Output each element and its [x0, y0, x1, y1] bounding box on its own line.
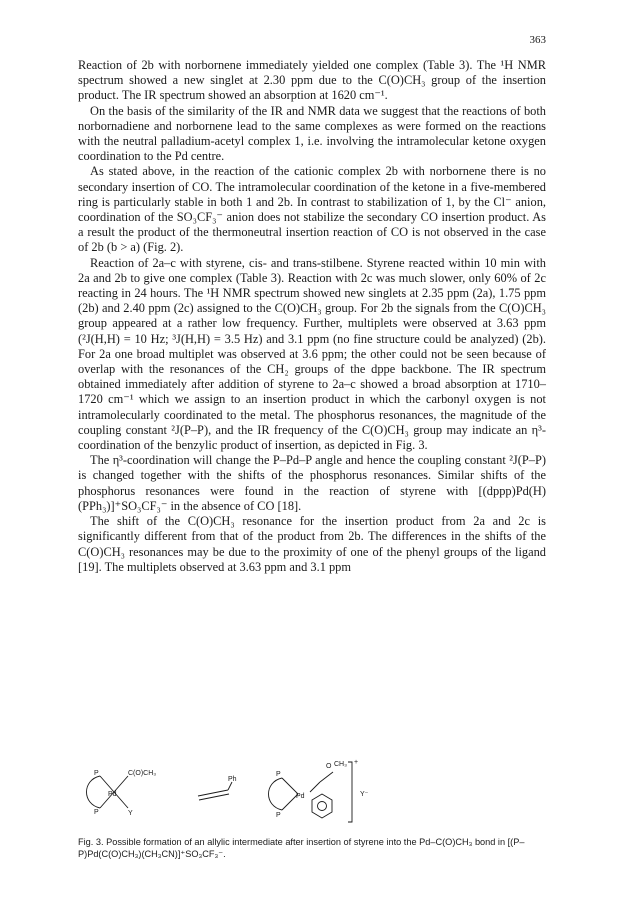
phosphorus-label: P — [276, 812, 281, 819]
counteranion-label: Y⁻ — [360, 791, 369, 798]
figure-3-scheme — [78, 754, 546, 824]
article-body — [78, 58, 546, 575]
charge-plus-label: + — [354, 759, 359, 766]
p-pd-bond-top — [100, 776, 114, 792]
paragraph: The η³-coordination will change the P–Pd–P angle and hence the coupling constant ²J(P–P) is changed together with the shifts of the phosphorus resonances. Similar shifts of the phosphorus resonances were found in the reaction of styrene with [(dppp)Pd(H)(PPh₃)]⁺SO₃CF₃⁻ in the absence of CO [18]. — [78, 453, 546, 513]
phenyl-bond — [228, 782, 232, 790]
styrene-reagent — [198, 782, 232, 800]
chelate-arc-left — [87, 776, 101, 808]
phosphorus-label: P — [276, 771, 281, 778]
oxygen-label: O — [326, 763, 332, 770]
phosphorus-label: P — [94, 809, 99, 816]
paragraph: On the basis of the similarity of the IR and NMR data we suggest that the reactions of both norbornadiene and norbornene lead to the same complexes as were formed on the reactions with the neutral palladium-acetyl complex 1, i.e. involving the intramolecular ketone oxygen coordination to the Pd centre. — [78, 103, 546, 164]
acyl-bond — [320, 772, 333, 782]
p-pd-bond-top — [282, 778, 298, 794]
palladium-label: Pd — [108, 791, 117, 798]
ligand-y-label: Y — [128, 810, 133, 817]
paragraph: The shift of the C(O)CH₃ resonance for the insertion product from 2a and 2c is significantly different from that of the product from 2b. The differences in the shifts of the C(O)CH₃ resonances may be due to the proximity of one of the phenyl groups of the ligand [19]. The multiplets observed at 3.63 ppm and 3.1 ppm — [78, 514, 546, 574]
paragraph: Reaction of 2a–c with styrene, cis- and trans-stilbene. Styrene reacted within 10 min with 2a and 2b to give one complex (Table 3). Reaction with 2c was much slower, only 60% of 2c reacting in 24 hours. The ¹H NMR spectrum showed new singlets at 2.35 ppm (2a), 1.75 ppm (2b) and 2.40 ppm (2c) assigned to the C(O)CH₃ group. For 2b the signals from the C(O)CH₃ group appeared at a rather low frequency. Further, multiplets were observed at 3.63 ppm (²J(H,H) = 10 Hz; ³J(H,H) = 3.5 Hz) and 3.1 ppm (no fine structure could be analyzed) (2b). For 2a one broad multiplet was observed at 3.6 ppm; the other could not be seen because of overlap with the resonances of the CH₂ groups of the dppe backbone. The IR spectrum obtained immediately after addition of styrene to 2a–c showed a broad absorption at 1710–1720 cm⁻¹ which we assign to an insertion product in which the carbonyl oxygen is not intramolecularly coordinated to the metal. The phosphorus resonances, the magnitude of the coupling constant ²J(P–P), and the IR frequency of the C(O)CH₃ group may indicate an η³-coordination of the benzylic product of insertion, as depicted in Fig. 3. — [78, 255, 546, 453]
chelate-arc-right — [269, 778, 283, 810]
methyl-label: CH₃ — [334, 761, 347, 768]
palladium-label: Pd — [296, 793, 305, 800]
page-number: 363 — [529, 34, 546, 46]
pd-acyl-bond — [114, 776, 128, 792]
aromatic-circle — [318, 802, 327, 811]
acyl-label: C(O)CH₃ — [128, 770, 157, 777]
reaction-scheme-svg — [78, 754, 546, 824]
benzene-ring — [312, 794, 332, 818]
figure-caption: Fig. 3. Possible formation of an allylic intermediate after insertion of styrene into the Pd–C(O)CH₃ bond in [(P–P)Pd(C(O)CH₃)(CH₃CN)]⁺SO₃CF₃⁻. — [78, 837, 525, 859]
product-complex — [269, 762, 353, 822]
phenyl-label: Ph — [228, 776, 237, 783]
allyl-bond — [310, 782, 320, 792]
paragraph: As stated above, in the reaction of the cationic complex 2b with norbornene there is no secondary insertion of CO. The intramolecular coordination of the ketone in a five-membered ring is particularly stable in both 1 and 2b. In contrast to stabilization of 1, by the Cl⁻ anion, coordination of the SO₃CF₃⁻ anion does not stabilize the secondary CO insertion product. As a result the product of the thermoneutral insertion reaction of CO is not observed in the case of 2b (b > a) (Fig. 2). — [78, 164, 546, 255]
phosphorus-label: P — [94, 770, 99, 777]
paragraph: Reaction of 2b with norbornene immediately yielded one complex (Table 3). The ¹H NMR spectrum showed a new singlet at 2.30 ppm due to the C(O)CH₃ group of the insertion product. The IR spectrum showed an absorption at 1620 cm⁻¹. — [78, 58, 546, 103]
bracket-right — [348, 762, 352, 822]
